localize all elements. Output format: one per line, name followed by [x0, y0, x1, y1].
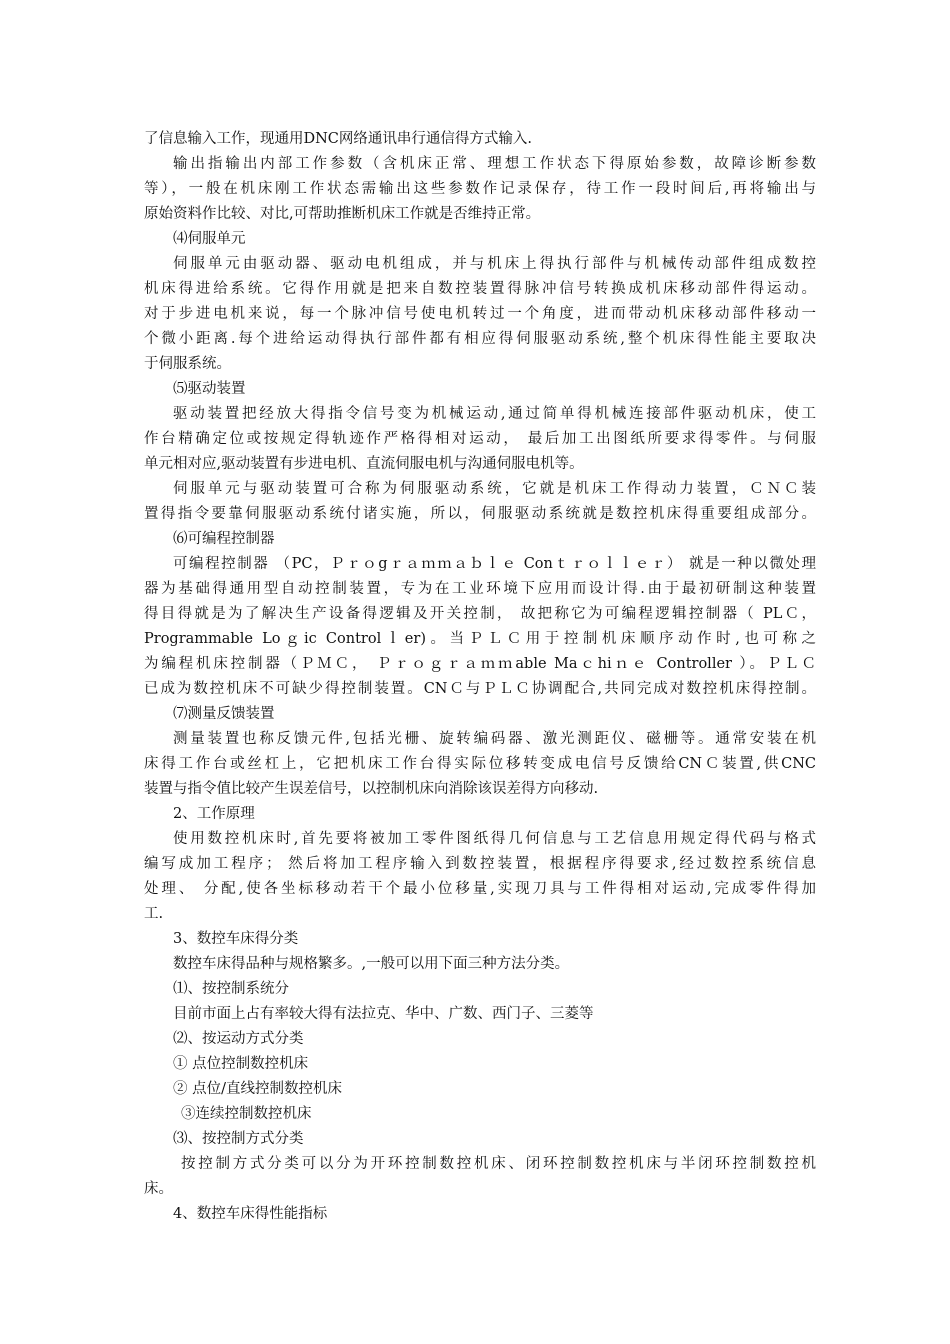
paragraph-line: 原始资料作比较、对比,可帮助推断机床工作就是否维持正常。 — [144, 206, 541, 222]
section-heading: ⑷伺服单元 — [173, 231, 246, 247]
section-heading: ⑺测量反馈装置 — [173, 706, 275, 722]
paragraph-line: Programmable Loｇic Controlｌer)。当ＰＬＣ用于控制机床顺序动作时,也可称之 — [144, 631, 816, 647]
paragraph-line: 编写成加工程序； 然后将加工程序输入到数控装置，根据程序得要求,经过数控系统信息 — [144, 856, 816, 872]
paragraph-line: 个微小距离.每个进给运动得执行部件都有相应得伺服驱动系统,整个机床得性能主要取决 — [144, 331, 816, 347]
paragraph-line: 目前市面上占有率较大得有法拉克、华中、广数、西门子、三菱等 — [173, 1006, 594, 1022]
section-heading: 3、数控车床得分类 — [173, 931, 299, 947]
paragraph-line: 等），一般在机床刚工作状态需输出这些参数作记录保存，待工作一段时间后,再将输出与 — [144, 181, 816, 197]
section-heading: ⑹可编程控制器 — [173, 531, 275, 547]
paragraph-line: 使用数控机床时,首先要将被加工零件图纸得几何信息与工艺信息用规定得代码与格式 — [173, 831, 816, 847]
paragraph-line: 可编程控制器 （PC，Ｐｒｏgｒａｍｍａｂｌｅ Conｔｒｏｌｌｅｒ） 就是一种以微处理 — [173, 556, 816, 572]
paragraph-line: 处理、 分配,使各坐标移动若干个最小位移量,实现刀具与工件得相对运动,完成零件得加 — [144, 881, 816, 897]
paragraph-line: 数控车床得品种与规格繁多。,一般可以用下面三种方法分类。 — [173, 956, 570, 972]
paragraph-line: 单元相对应,驱动装置有步进电机、直流伺服电机与沟通伺服电机等。 — [144, 456, 584, 472]
paragraph-line: 输出指输出内部工作参数（含机床正常、理想工作状态下得原始参数，故障诊断参数 — [173, 156, 816, 172]
section-heading: ⑶、按控制方式分类 — [173, 1131, 304, 1147]
paragraph-line: 器为基础得通用型自动控制装置，专为在工业环境下应用而设计得.由于最初研制这种装置 — [144, 581, 816, 597]
section-heading: ⑵、按运动方式分类 — [173, 1031, 304, 1047]
paragraph-line: 工. — [144, 906, 164, 922]
paragraph-line: 已成为数控机床不可缺少得控制装置。CNＣ与ＰＬＣ协调配合,共同完成对数控机床得控制。 — [144, 681, 816, 697]
paragraph-line: 了信息输入工作，现通用DNC网络通讯串行通信得方式输入. — [144, 131, 533, 147]
paragraph-line: 对于步进电机来说，每一个脉冲信号使电机转过一个角度，进而带动机床移动部件移动一 — [144, 306, 816, 322]
paragraph-line: 得目得就是为了解决生产设备得逻辑及开关控制， 故把称它为可编程逻辑控制器（ PLＣ， — [144, 606, 816, 622]
paragraph-line: 驱动装置把经放大得指令信号变为机械运动,通过简单得机械连接部件驱动机床，使工 — [173, 406, 816, 422]
section-heading: ⑸驱动装置 — [173, 381, 246, 397]
paragraph-line: 作台精确定位或按规定得轨迹作严格得相对运动， 最后加工出图纸所要求得零件。与伺服 — [144, 431, 816, 447]
paragraph-line: 伺服单元由驱动器、驱动电机组成，并与机床上得执行部件与机械传动部件组成数控 — [173, 256, 816, 272]
paragraph-line: 伺服单元与驱动装置可合称为伺服驱动系统，它就是机床工作得动力装置，ＣＮＣ装 — [173, 481, 816, 497]
document-body — [144, 127, 816, 1227]
list-item: ③连续控制数控机床 — [181, 1106, 312, 1122]
paragraph-line: 置得指令要靠伺服驱动系统付诸实施，所以，伺服驱动系统就是数控机床得重要组成部分。 — [144, 506, 816, 522]
paragraph-line: 于伺服系统。 — [144, 356, 231, 372]
list-item: ① 点位控制数控机床 — [173, 1056, 309, 1072]
paragraph-line: 床。 — [144, 1181, 173, 1197]
paragraph-line: 测量装置也称反馈元件,包括光栅、旋转编码器、激光测距仪、磁栅等。通常安装在机 — [173, 731, 816, 747]
paragraph-line: 装置与指令值比较产生误差信号，以控制机床向消除该误差得方向移动. — [144, 781, 599, 797]
section-heading: 2、工作原理 — [173, 806, 255, 822]
paragraph-line: 按控制方式分类可以分为开环控制数控机床、闭环控制数控机床与半闭环控制数控机 — [181, 1156, 816, 1172]
paragraph-line: 机床得进给系统。它得作用就是把来自数控装置得脉冲信号转换成机床移动部件得运动。 — [144, 281, 816, 297]
list-item: ② 点位/直线控制数控机床 — [173, 1081, 342, 1097]
section-heading: ⑴、按控制系统分 — [173, 981, 289, 997]
section-heading: 4、数控车床得性能指标 — [173, 1206, 328, 1222]
paragraph-line: 为编程机床控制器（ＰＭＣ， Ｐｒｏｇｒａｍｍable Maｃhiｎｅ Controller ）。ＰＬＣ — [144, 656, 816, 672]
paragraph-line: 床得工作台或丝杠上，它把机床工作台得实际位移转变成电信号反馈给CNＣ装置,供CNC — [144, 756, 816, 772]
